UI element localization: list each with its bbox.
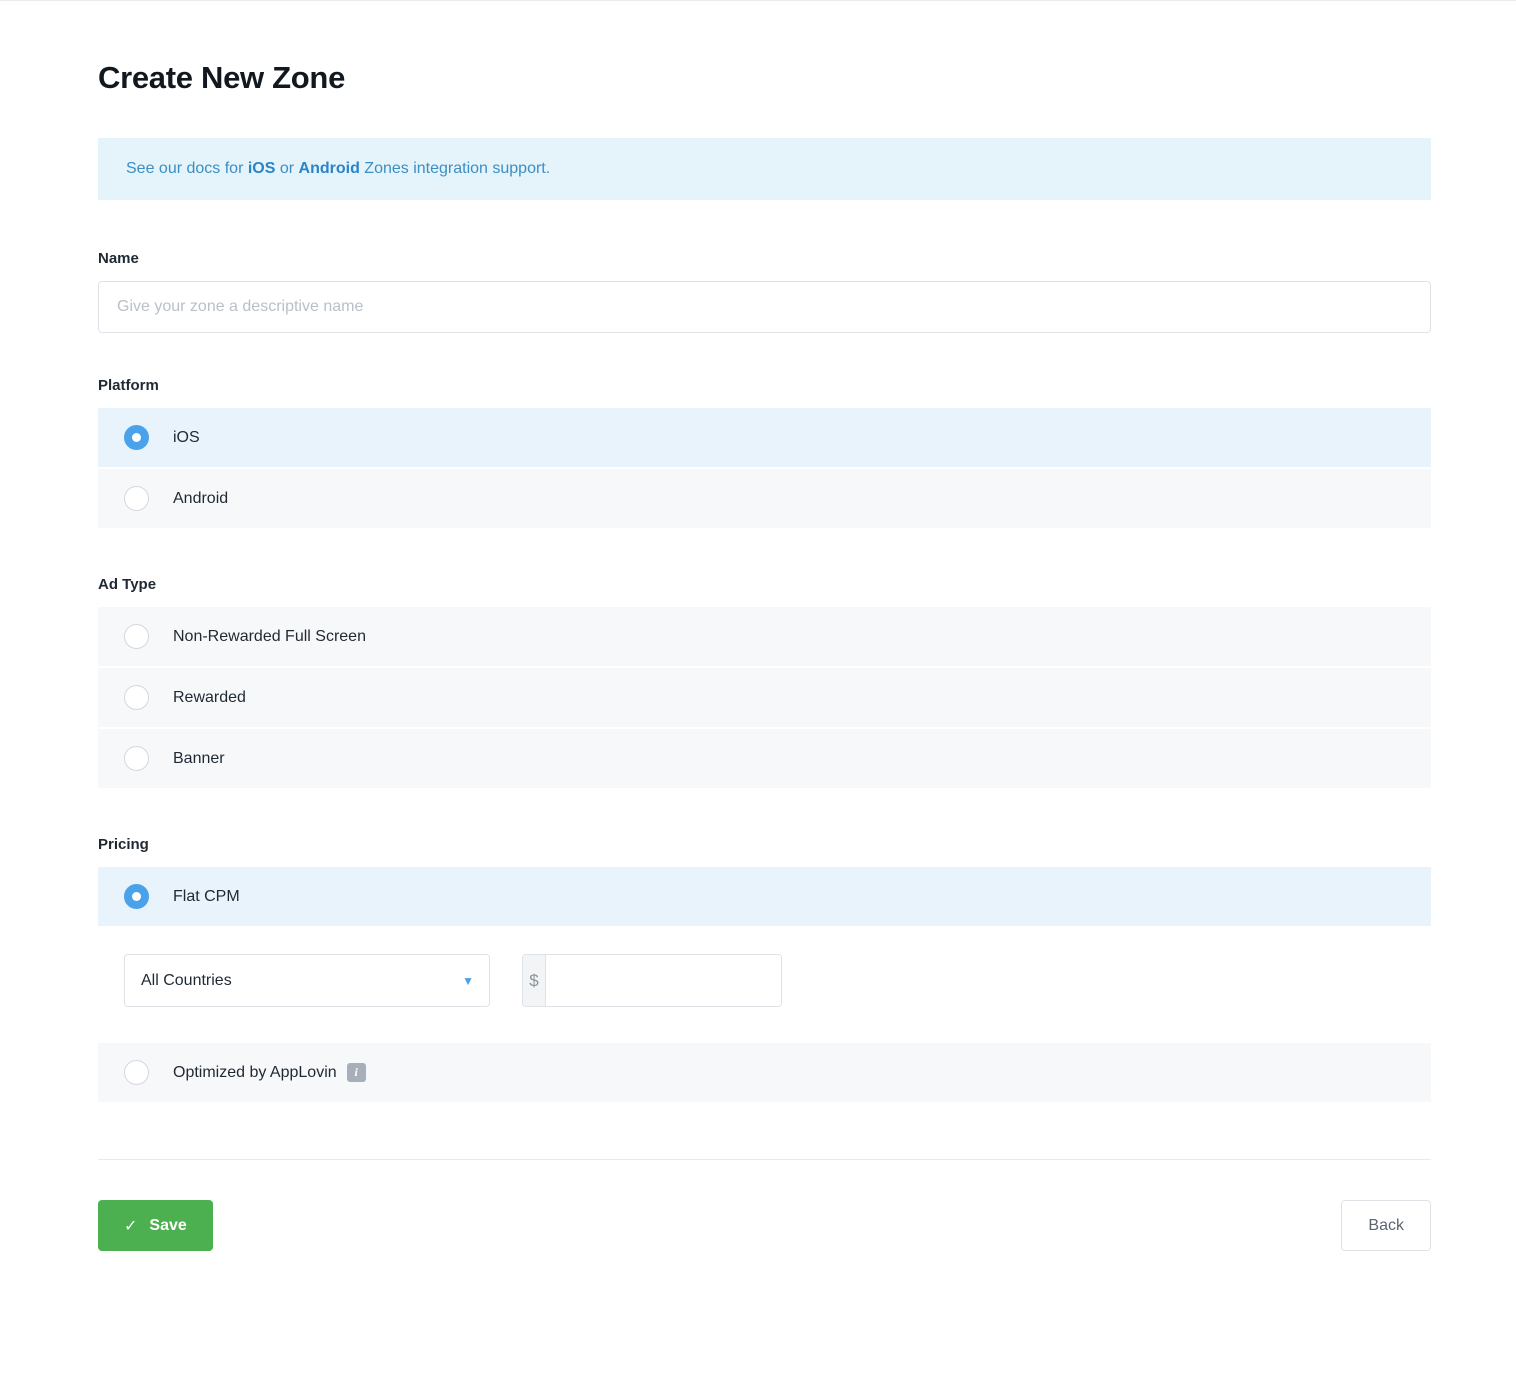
platform-option-label: Android <box>173 489 229 507</box>
save-button-label: Save <box>149 1216 187 1234</box>
save-button[interactable] <box>98 1200 213 1251</box>
android-docs-link[interactable]: Android <box>298 160 360 177</box>
platform-option-ios[interactable] <box>98 408 1431 469</box>
country-select[interactable] <box>124 954 490 1007</box>
ad-type-option-label: Non-Rewarded Full Screen <box>173 627 366 645</box>
radio-icon[interactable] <box>124 486 149 511</box>
footer-divider <box>98 1159 1431 1160</box>
radio-icon[interactable] <box>124 746 149 771</box>
ad-type-option-label: Rewarded <box>173 688 246 706</box>
docs-info-banner <box>98 138 1431 200</box>
platform-group <box>98 377 1431 530</box>
page-title: Create New Zone <box>98 60 346 95</box>
back-button[interactable]: Back <box>1341 1200 1431 1251</box>
radio-icon[interactable] <box>124 685 149 710</box>
flat-cpm-inputs <box>124 954 1431 1007</box>
platform-option-android[interactable] <box>98 469 1431 530</box>
country-select-wrap <box>124 954 490 1007</box>
pricing-option-optimized-by-applovin[interactable] <box>98 1043 1431 1104</box>
zone-name-input[interactable] <box>98 281 1431 333</box>
pricing-group <box>98 836 1431 1104</box>
ad-type-group <box>98 576 1431 790</box>
chevron-down-icon: ▼ <box>462 973 474 988</box>
ad-type-option-non-rewarded-full-screen[interactable] <box>98 607 1431 668</box>
currency-prefix: $ <box>523 955 546 1006</box>
pricing-option-label: Optimized by AppLovin <box>173 1063 337 1081</box>
ad-type-label: Ad Type <box>98 576 157 593</box>
cpm-amount-input[interactable] <box>546 955 781 1006</box>
ad-type-option-label: Banner <box>173 749 225 767</box>
info-icon[interactable]: i <box>347 1063 366 1082</box>
radio-icon[interactable] <box>124 425 149 450</box>
banner-prefix-text: See our docs for <box>126 160 248 177</box>
radio-icon[interactable] <box>124 624 149 649</box>
banner-middle-text: or <box>275 160 299 177</box>
pricing-option-flat-cpm[interactable] <box>98 867 1431 928</box>
top-divider <box>0 0 1516 1</box>
form-footer <box>98 1200 1431 1301</box>
cpm-amount-field <box>522 954 782 1007</box>
ios-docs-link[interactable]: iOS <box>247 160 276 177</box>
ad-type-option-rewarded[interactable] <box>98 668 1431 729</box>
radio-icon[interactable] <box>124 1060 149 1085</box>
banner-suffix-text: Zones integration support. <box>359 160 551 177</box>
name-label: Name <box>98 250 139 267</box>
platform-label: Platform <box>98 377 159 394</box>
pricing-label: Pricing <box>98 836 149 853</box>
platform-option-label: iOS <box>173 428 200 446</box>
pricing-option-label: Flat CPM <box>173 887 240 905</box>
ad-type-option-banner[interactable] <box>98 729 1431 790</box>
radio-icon[interactable] <box>124 884 149 909</box>
name-field-group <box>98 250 1431 333</box>
check-icon: ✓ <box>124 1217 138 1235</box>
